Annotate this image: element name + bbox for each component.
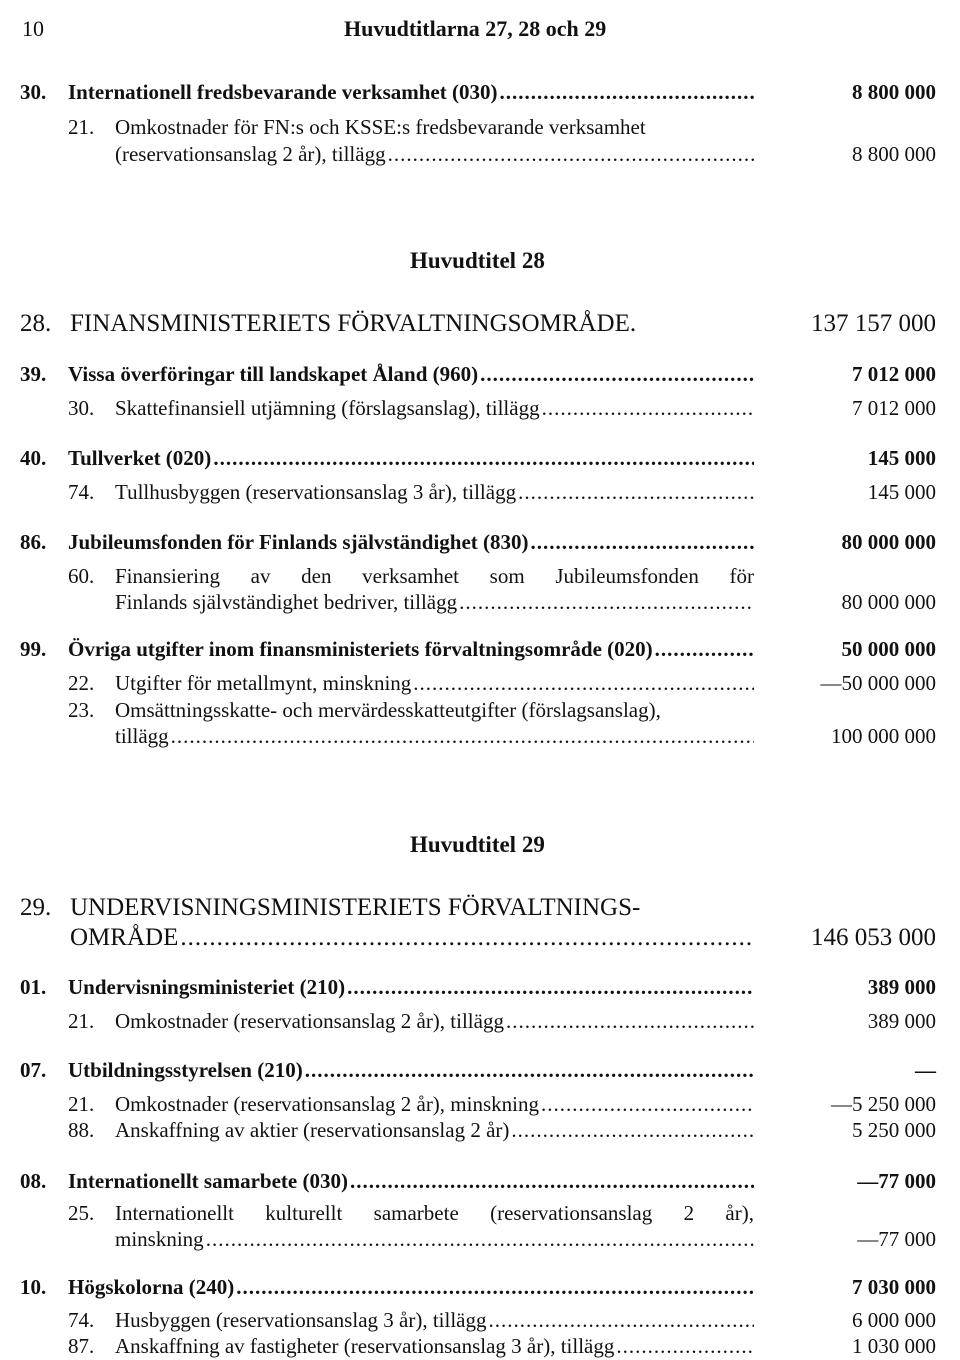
row-amount: 80 000 000 bbox=[841, 530, 936, 554]
ministry-total: 146 053 000 bbox=[811, 924, 936, 951]
dot-leader bbox=[388, 142, 754, 166]
row-amount: 7 030 000 bbox=[852, 1275, 936, 1299]
row-amount: 145 000 bbox=[867, 446, 936, 470]
sub-row bbox=[115, 142, 754, 166]
row-number: 60. bbox=[68, 564, 95, 588]
row-label: Utgifter för metallmynt, minskning bbox=[115, 671, 412, 695]
dot-leader bbox=[459, 590, 754, 614]
row-amount: — bbox=[915, 1058, 936, 1082]
sub-row bbox=[115, 590, 754, 614]
ministry-number: 29. bbox=[20, 894, 52, 921]
dot-leader bbox=[531, 530, 754, 554]
row-number: 87. bbox=[68, 1334, 95, 1358]
row-label: (reservationsanslag 2 år), tillägg bbox=[115, 142, 386, 166]
main-title-row bbox=[68, 637, 754, 661]
ministry-title-line2 bbox=[70, 924, 754, 952]
row-number: 21. bbox=[68, 1009, 95, 1033]
row-amount: 8 800 000 bbox=[852, 142, 936, 166]
sub-row bbox=[115, 396, 754, 420]
row-label: Skattefinansiell utjämning (förslagsanslag), tillägg bbox=[115, 396, 540, 420]
row-amount: 7 012 000 bbox=[852, 396, 936, 420]
dot-leader bbox=[206, 1227, 754, 1251]
row-amount: 8 800 000 bbox=[852, 80, 936, 104]
main-title-row bbox=[68, 80, 754, 104]
ministry-number: 28. bbox=[20, 310, 52, 337]
sub-row bbox=[115, 480, 754, 504]
main-title-row bbox=[68, 1275, 754, 1299]
row-amount: 7 012 000 bbox=[852, 362, 936, 386]
row-label: Högskolorna (240) bbox=[68, 1275, 235, 1299]
row-number: 86. bbox=[20, 530, 47, 554]
row-label-line1: Omsättningsskatte- och mervärdesskatteutgifter (förslagsanslag), bbox=[115, 698, 661, 722]
sub-row bbox=[115, 671, 754, 695]
dot-leader bbox=[541, 1092, 754, 1116]
row-number: 74. bbox=[68, 480, 95, 504]
ministry-total: 137 157 000 bbox=[811, 310, 936, 337]
row-label: minskning bbox=[115, 1227, 204, 1251]
row-number: 30. bbox=[20, 80, 47, 104]
row-amount: 389 000 bbox=[867, 1009, 936, 1033]
row-label: tillägg bbox=[115, 724, 169, 748]
row-amount: 6 000 000 bbox=[852, 1308, 936, 1332]
row-label: Jubileumsfonden för Finlands självständighet (830) bbox=[68, 530, 529, 554]
dot-leader bbox=[347, 975, 754, 999]
row-number: 08. bbox=[20, 1169, 47, 1193]
sub-row bbox=[115, 1334, 754, 1358]
row-number: 88. bbox=[68, 1118, 95, 1142]
dot-leader bbox=[542, 396, 754, 420]
dot-leader bbox=[213, 446, 754, 470]
row-amount: 100 000 000 bbox=[831, 724, 936, 748]
row-label: Tullhusbyggen (reservationsanslag 3 år), tillägg bbox=[115, 480, 517, 504]
dot-leader bbox=[180, 924, 754, 952]
ministry-title: OMRÅDE bbox=[70, 924, 179, 951]
row-number: 22. bbox=[68, 671, 95, 695]
dot-leader bbox=[480, 362, 754, 386]
row-label-line1: Finansiering av den verksamhet som Jubileumsfonden för bbox=[115, 564, 754, 588]
row-label: Anskaffning av fastigheter (reservationsanslag 3 år), tillägg bbox=[115, 1334, 615, 1358]
ministry-title: FINANSMINISTERIETS FÖRVALTNINGSOMRÅDE. bbox=[70, 310, 637, 337]
row-number: 21. bbox=[68, 115, 95, 139]
row-amount: —77 000 bbox=[857, 1227, 936, 1251]
row-amount: 145 000 bbox=[867, 480, 936, 504]
row-label-line1: Internationellt kulturellt samarbete (reservationsanslag 2 år), bbox=[115, 1201, 754, 1225]
row-number: 40. bbox=[20, 446, 47, 470]
dot-leader bbox=[500, 80, 755, 104]
dot-leader bbox=[171, 724, 754, 748]
section-heading: Huvudtitel 28 bbox=[410, 248, 545, 273]
main-title-row bbox=[68, 446, 754, 470]
dot-leader bbox=[350, 1169, 754, 1193]
row-amount: —77 000 bbox=[857, 1169, 936, 1193]
row-label: Utbildningsstyrelsen (210) bbox=[68, 1058, 303, 1082]
row-amount: 389 000 bbox=[867, 975, 936, 999]
dot-leader bbox=[305, 1058, 754, 1082]
row-amount: 1 030 000 bbox=[852, 1334, 936, 1358]
running-title: Huvudtitlarna 27, 28 och 29 bbox=[344, 16, 607, 41]
dot-leader bbox=[511, 1118, 754, 1142]
row-label: Övriga utgifter inom finansministeriets förvaltningsområde (020) bbox=[68, 637, 653, 661]
dot-leader bbox=[413, 671, 754, 695]
row-label: Husbyggen (reservationsanslag 3 år), tillägg bbox=[115, 1308, 487, 1332]
main-title-row bbox=[68, 362, 754, 386]
dot-leader bbox=[616, 1334, 754, 1358]
sub-row bbox=[115, 1092, 754, 1116]
dot-leader bbox=[518, 480, 754, 504]
ministry-title-line1: UNDERVISNINGSMINISTERIETS FÖRVALTNINGS- bbox=[70, 894, 641, 921]
row-number: 21. bbox=[68, 1092, 95, 1116]
section-heading: Huvudtitel 29 bbox=[410, 832, 545, 857]
dot-leader bbox=[506, 1009, 754, 1033]
sub-row bbox=[115, 724, 754, 748]
sub-row bbox=[115, 1308, 754, 1332]
dot-leader bbox=[236, 1275, 754, 1299]
main-title-row bbox=[68, 1058, 754, 1082]
sub-row bbox=[115, 1009, 754, 1033]
main-title-row bbox=[68, 1169, 754, 1193]
main-title-row bbox=[68, 530, 754, 554]
row-number: 07. bbox=[20, 1058, 47, 1082]
row-label: Undervisningsministeriet (210) bbox=[68, 975, 346, 999]
sub-row bbox=[115, 1118, 754, 1142]
row-amount: 50 000 000 bbox=[841, 637, 936, 661]
row-number: 25. bbox=[68, 1201, 95, 1225]
row-number: 10. bbox=[20, 1275, 47, 1299]
page-number: 10 bbox=[22, 16, 44, 41]
row-label: Omkostnader (reservationsanslag 2 år), minskning bbox=[115, 1092, 539, 1116]
row-label: Internationell fredsbevarande verksamhet (030) bbox=[68, 80, 498, 104]
row-label: Omkostnader (reservationsanslag 2 år), tillägg bbox=[115, 1009, 504, 1033]
main-title-row bbox=[68, 975, 754, 999]
row-number: 74. bbox=[68, 1308, 95, 1332]
row-amount: —50 000 000 bbox=[820, 671, 936, 695]
row-amount: —5 250 000 bbox=[831, 1092, 936, 1116]
row-label-line1: Omkostnader för FN:s och KSSE:s fredsbevarande verksamhet bbox=[115, 115, 646, 139]
dot-leader bbox=[655, 637, 754, 661]
row-number: 99. bbox=[20, 637, 47, 661]
sub-row bbox=[115, 1227, 754, 1251]
row-number: 39. bbox=[20, 362, 47, 386]
row-amount: 5 250 000 bbox=[852, 1118, 936, 1142]
row-amount: 80 000 000 bbox=[841, 590, 936, 614]
row-label: Anskaffning av aktier (reservationsanslag 2 år) bbox=[115, 1118, 510, 1142]
row-number: 30. bbox=[68, 396, 95, 420]
row-number: 23. bbox=[68, 698, 95, 722]
row-label: Internationellt samarbete (030) bbox=[68, 1169, 348, 1193]
row-label: Tullverket (020) bbox=[68, 446, 212, 470]
row-number: 01. bbox=[20, 975, 47, 999]
row-label: Vissa överföringar till landskapet Åland (960) bbox=[68, 362, 479, 386]
dot-leader bbox=[488, 1308, 754, 1332]
row-label: Finlands självständighet bedriver, tillägg bbox=[115, 590, 458, 614]
